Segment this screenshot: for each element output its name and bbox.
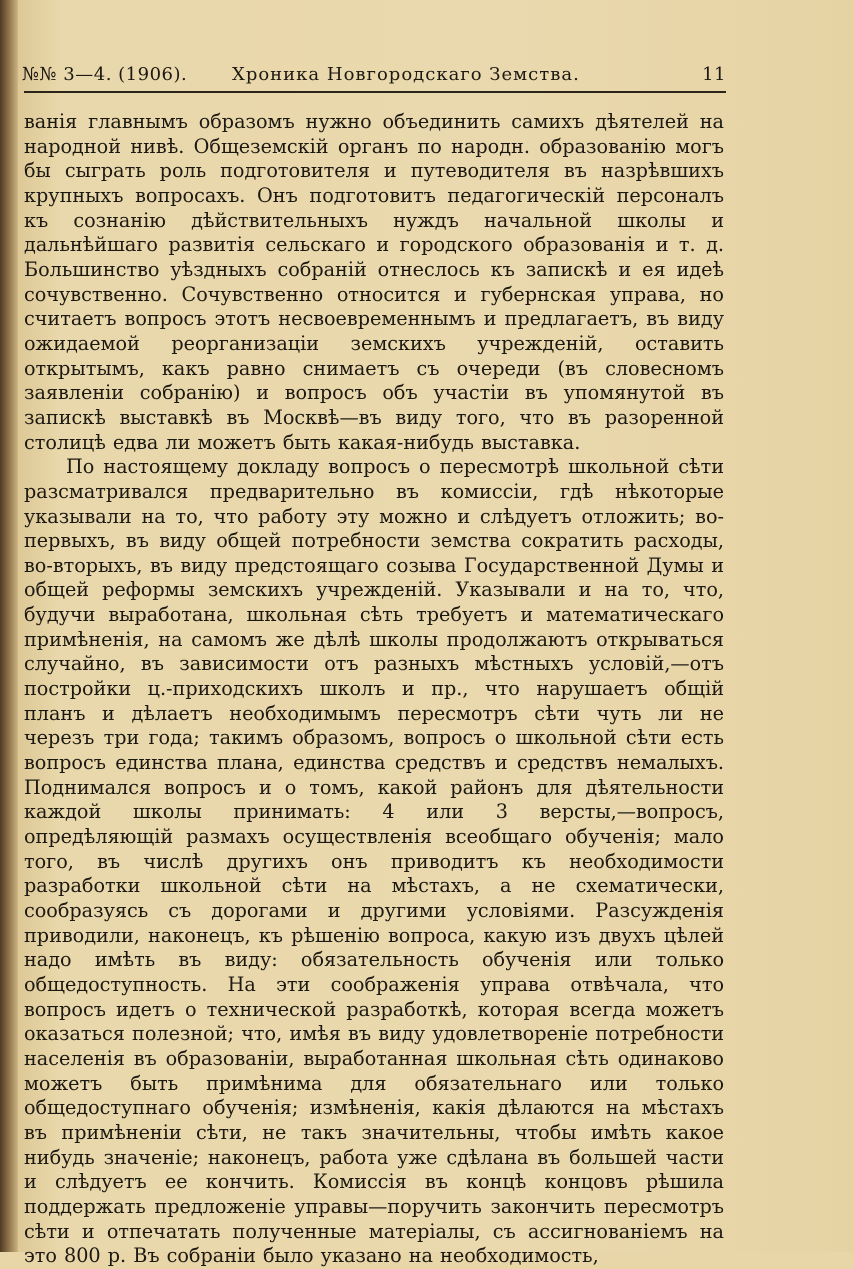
running-title: Хроника Новгородскаго Земства.: [232, 64, 580, 85]
running-header: [22, 60, 726, 90]
book-spine-shadow: [0, 0, 18, 1252]
page-number: 11: [702, 64, 726, 85]
paragraph-continuation: ванія главнымъ образомъ нужно объединить самихъ дѣятелей на народной нивѣ. Общеземскій органъ по народн. образованію могъ бы сыграть роль подготовителя и путеводителя въ назрѣвшихъ крупныхъ вопросахъ. Онъ подготовитъ педагогическій персоналъ къ сознанію дѣйствительныхъ нуждъ начальной школы и дальнѣйшаго развитія сельскаго и городского образованія и т. д. Большинство уѣздныхъ собраній отнеслось къ запискѣ и ея идеѣ сочувственно. Сочувственно относится и губернская управа, но считаетъ вопросъ этотъ несвоевременнымъ и предлагаетъ, въ виду ожидаемой реорганизаціи земскихъ учрежденій, оставить открытымъ, какъ равно снимаетъ съ очереди (въ словесномъ заявленіи собранію) и вопросъ объ участіи въ упомянутой въ запискѣ выставкѣ въ Москвѣ—въ виду того, что въ разоренной столицѣ едва ли можетъ быть какая-нибудь выставка.: [24, 110, 724, 454]
body-text: [24, 110, 724, 1269]
paragraph-school-network: По настоящему докладу вопросъ о пересмотрѣ школьной сѣти разсматривался предварительно въ комиссіи, гдѣ нѣкоторые указывали на то, что работу эту можно и слѣдуетъ отложить; во-первыхъ, въ виду общей потребности земства сократить расходы, во-вторыхъ, въ виду предстоящаго созыва Государственной Думы и общей реформы земскихъ учрежденій. Указывали и на то, что, будучи выработана, школьная сѣть требуетъ и математическаго примѣненія, на самомъ же дѣлѣ школы продолжаютъ открываться случайно, въ зависимости отъ разныхъ мѣстныхъ условій,—отъ постройки ц.-приходскихъ школъ и пр., что нарушаетъ общій планъ и дѣлаетъ необходимымъ пересмотръ сѣти чуть ли не черезъ три года; такимъ образомъ, вопросъ о школьной сѣти есть вопросъ единства плана, единства средствъ и средствъ немалыхъ. Поднимался вопросъ и о томъ, какой районъ для дѣятельности каждой школы принимать: 4 или 3 версты,—вопросъ, опредѣляющій размахъ осуществленія всеобщаго обученія; мало того, въ числѣ другихъ онъ приводитъ къ необходимости разработки школьной сѣти на мѣстахъ, а не схематически, сообразуясь съ дорогами и другими условіями. Разсужденія приводили, наконецъ, къ рѣшенію вопроса, какую изъ двухъ цѣлей надо имѣть въ виду: обязательность обученія или только общедоступность. На эти соображенія управа отвѣчала, что вопросъ идетъ о технической разработкѣ, которая всегда можетъ оказаться полезной; что, имѣя въ виду удовлетвореніе потребности населенія въ образованіи, выработанная школьная сѣть одинаково можетъ быть примѣнима для обязательнаго или только общедоступнаго обученія; измѣненія, какія дѣлаются на мѣстахъ въ примѣненіи сѣти, не такъ значительны, чтобы имѣть какое нибудь значеніе; наконецъ, работа уже сдѣлана въ большей части и слѣдуетъ ее кончить. Комиссія въ концѣ концовъ рѣшила поддержать предложеніе управы—поручить закончить пересмотръ сѣти и отпечатать полученные матеріалы, съ ассигнованіемъ на это 800 р. Въ собраніи было указано на необходимость,: [24, 455, 724, 1268]
header-rule: [24, 91, 726, 93]
issue-number: №№ 3—4. (1906).: [22, 64, 188, 85]
